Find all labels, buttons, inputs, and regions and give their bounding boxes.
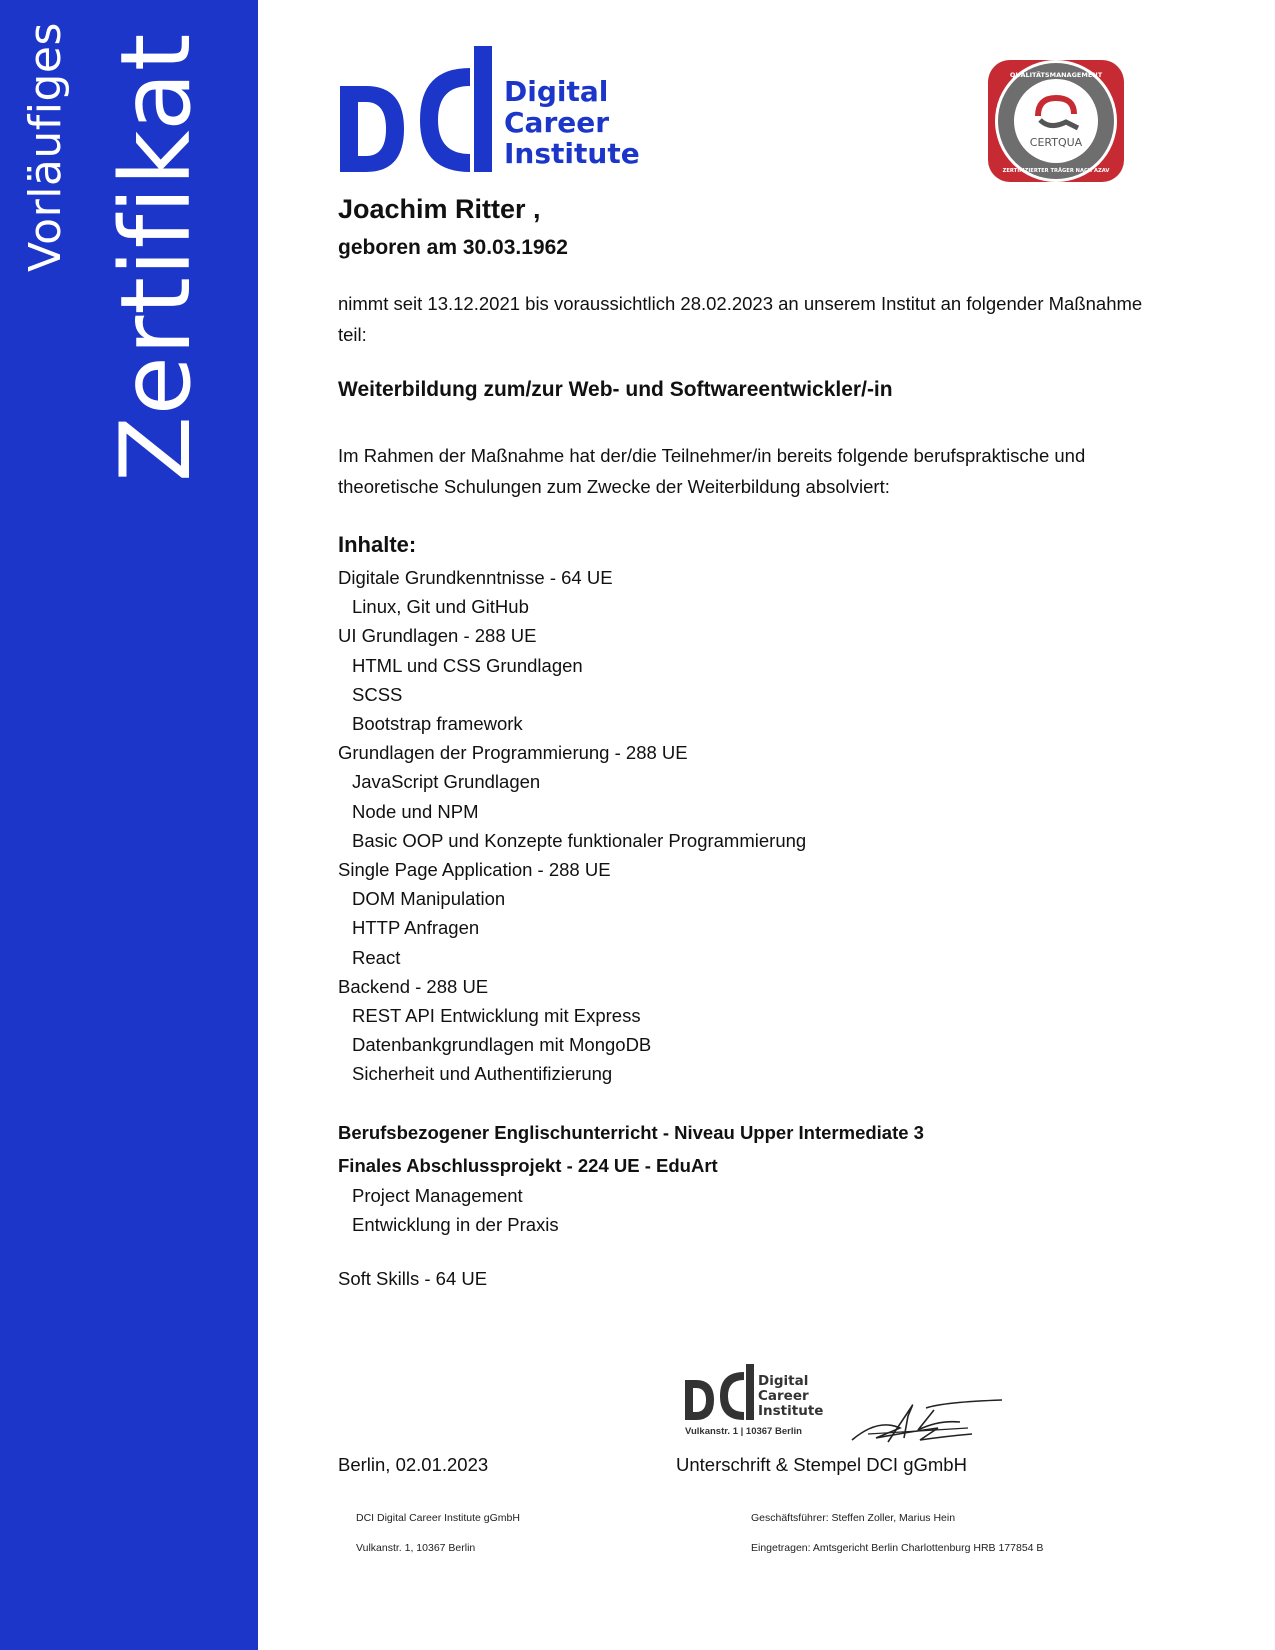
signature xyxy=(848,1398,1008,1446)
date-of-birth: geboren am 30.03.1962 xyxy=(338,236,568,259)
certqua-seal xyxy=(986,58,1126,184)
seal-ring-bottom: ZERTIFIZIERTER TRÄGER NACH AZAV xyxy=(1002,168,1110,174)
content-module: UI Grundlagen - 288 UE xyxy=(338,625,537,647)
content-subitem: JavaScript Grundlagen xyxy=(352,771,541,793)
content-subitem: Bootstrap framework xyxy=(352,713,523,735)
description-text: Im Rahmen der Maßnahme hat der/die Teilnehmer/in bereits folgende berufspraktische und theoretische Schulungen zum Zwecke der Weiterbildung absolviert: xyxy=(338,445,1086,497)
signature-label: Unterschrift & Stempel DCI gGmbH xyxy=(676,1454,967,1475)
english-course: Berufsbezogener Englischunterricht - Niveau Upper Intermediate 3 xyxy=(338,1122,924,1143)
contents-heading: Inhalte: xyxy=(338,532,417,557)
stamp-wordmark: Digital Career Institute xyxy=(758,1373,824,1419)
list-item: Entwicklung in der Praxis xyxy=(352,1214,559,1235)
contents-list xyxy=(338,563,806,1089)
content-module: Backend - 288 UE xyxy=(338,975,489,997)
sidebar-banner xyxy=(0,0,258,1650)
content-subitem: Datenbankgrundlagen mit MongoDB xyxy=(352,1034,652,1056)
footer-company: DCI Digital Career Institute gGmbH xyxy=(356,1512,520,1524)
soft-skills: Soft Skills - 64 UE xyxy=(338,1268,488,1289)
content-subitem: REST API Entwicklung mit Express xyxy=(352,1005,641,1027)
course-title: Weiterbildung zum/zur Web- und Softwareentwickler/-in xyxy=(338,378,893,401)
sidebar-subtitle: Vorläufiges xyxy=(20,22,71,272)
list-item: Project Management xyxy=(352,1184,523,1206)
content-subitem: Node und NPM xyxy=(352,800,479,822)
intro-text: nimmt seit 13.12.2021 bis voraussichtlich 28.02.2023 an unserem Institut an folgender Maßnahme teil: xyxy=(338,293,1143,345)
content-subitem: Sicherheit und Authentifizierung xyxy=(352,1063,613,1085)
content-subitem: Basic OOP und Konzepte funktionaler Programmierung xyxy=(352,829,807,851)
content-module: Single Page Application - 288 UE xyxy=(338,859,611,881)
sidebar-title: Zertifikat xyxy=(100,32,212,482)
final-project-title: Finales Abschlussprojekt - 224 UE - EduArt xyxy=(338,1155,718,1176)
content-subitem: DOM Manipulation xyxy=(352,888,506,910)
seal-ring-top: QUALITÄTSMANAGEMENT xyxy=(1009,71,1103,79)
footer-managers: Geschäftsführer: Steffen Zoller, Marius Hein xyxy=(751,1512,956,1524)
content-subitem: React xyxy=(352,946,401,968)
participant-name: Joachim Ritter , xyxy=(338,194,541,224)
footer-address: Vulkanstr. 1, 10367 Berlin xyxy=(356,1542,476,1554)
content-module: Grundlagen der Programmierung - 288 UE xyxy=(338,742,688,764)
content-subitem: HTTP Anfragen xyxy=(352,917,480,939)
final-project xyxy=(338,1151,718,1240)
content-subitem: SCSS xyxy=(352,683,403,705)
logo-wordmark: Digital Career Institute xyxy=(504,75,640,170)
content-subitem: HTML und CSS Grundlagen xyxy=(352,654,583,676)
stamp-address: Vulkanstr. 1 | 10367 Berlin xyxy=(685,1426,802,1437)
content-module: Digitale Grundkenntnisse - 64 UE xyxy=(338,567,613,588)
content-subitem: Linux, Git und GitHub xyxy=(352,596,529,618)
place-date: Berlin, 02.01.2023 xyxy=(338,1454,489,1475)
footer-registry: Eingetragen: Amtsgericht Berlin Charlottenburg HRB 177854 B xyxy=(751,1542,1044,1554)
seal-brand: CERTQUA xyxy=(1029,136,1083,149)
